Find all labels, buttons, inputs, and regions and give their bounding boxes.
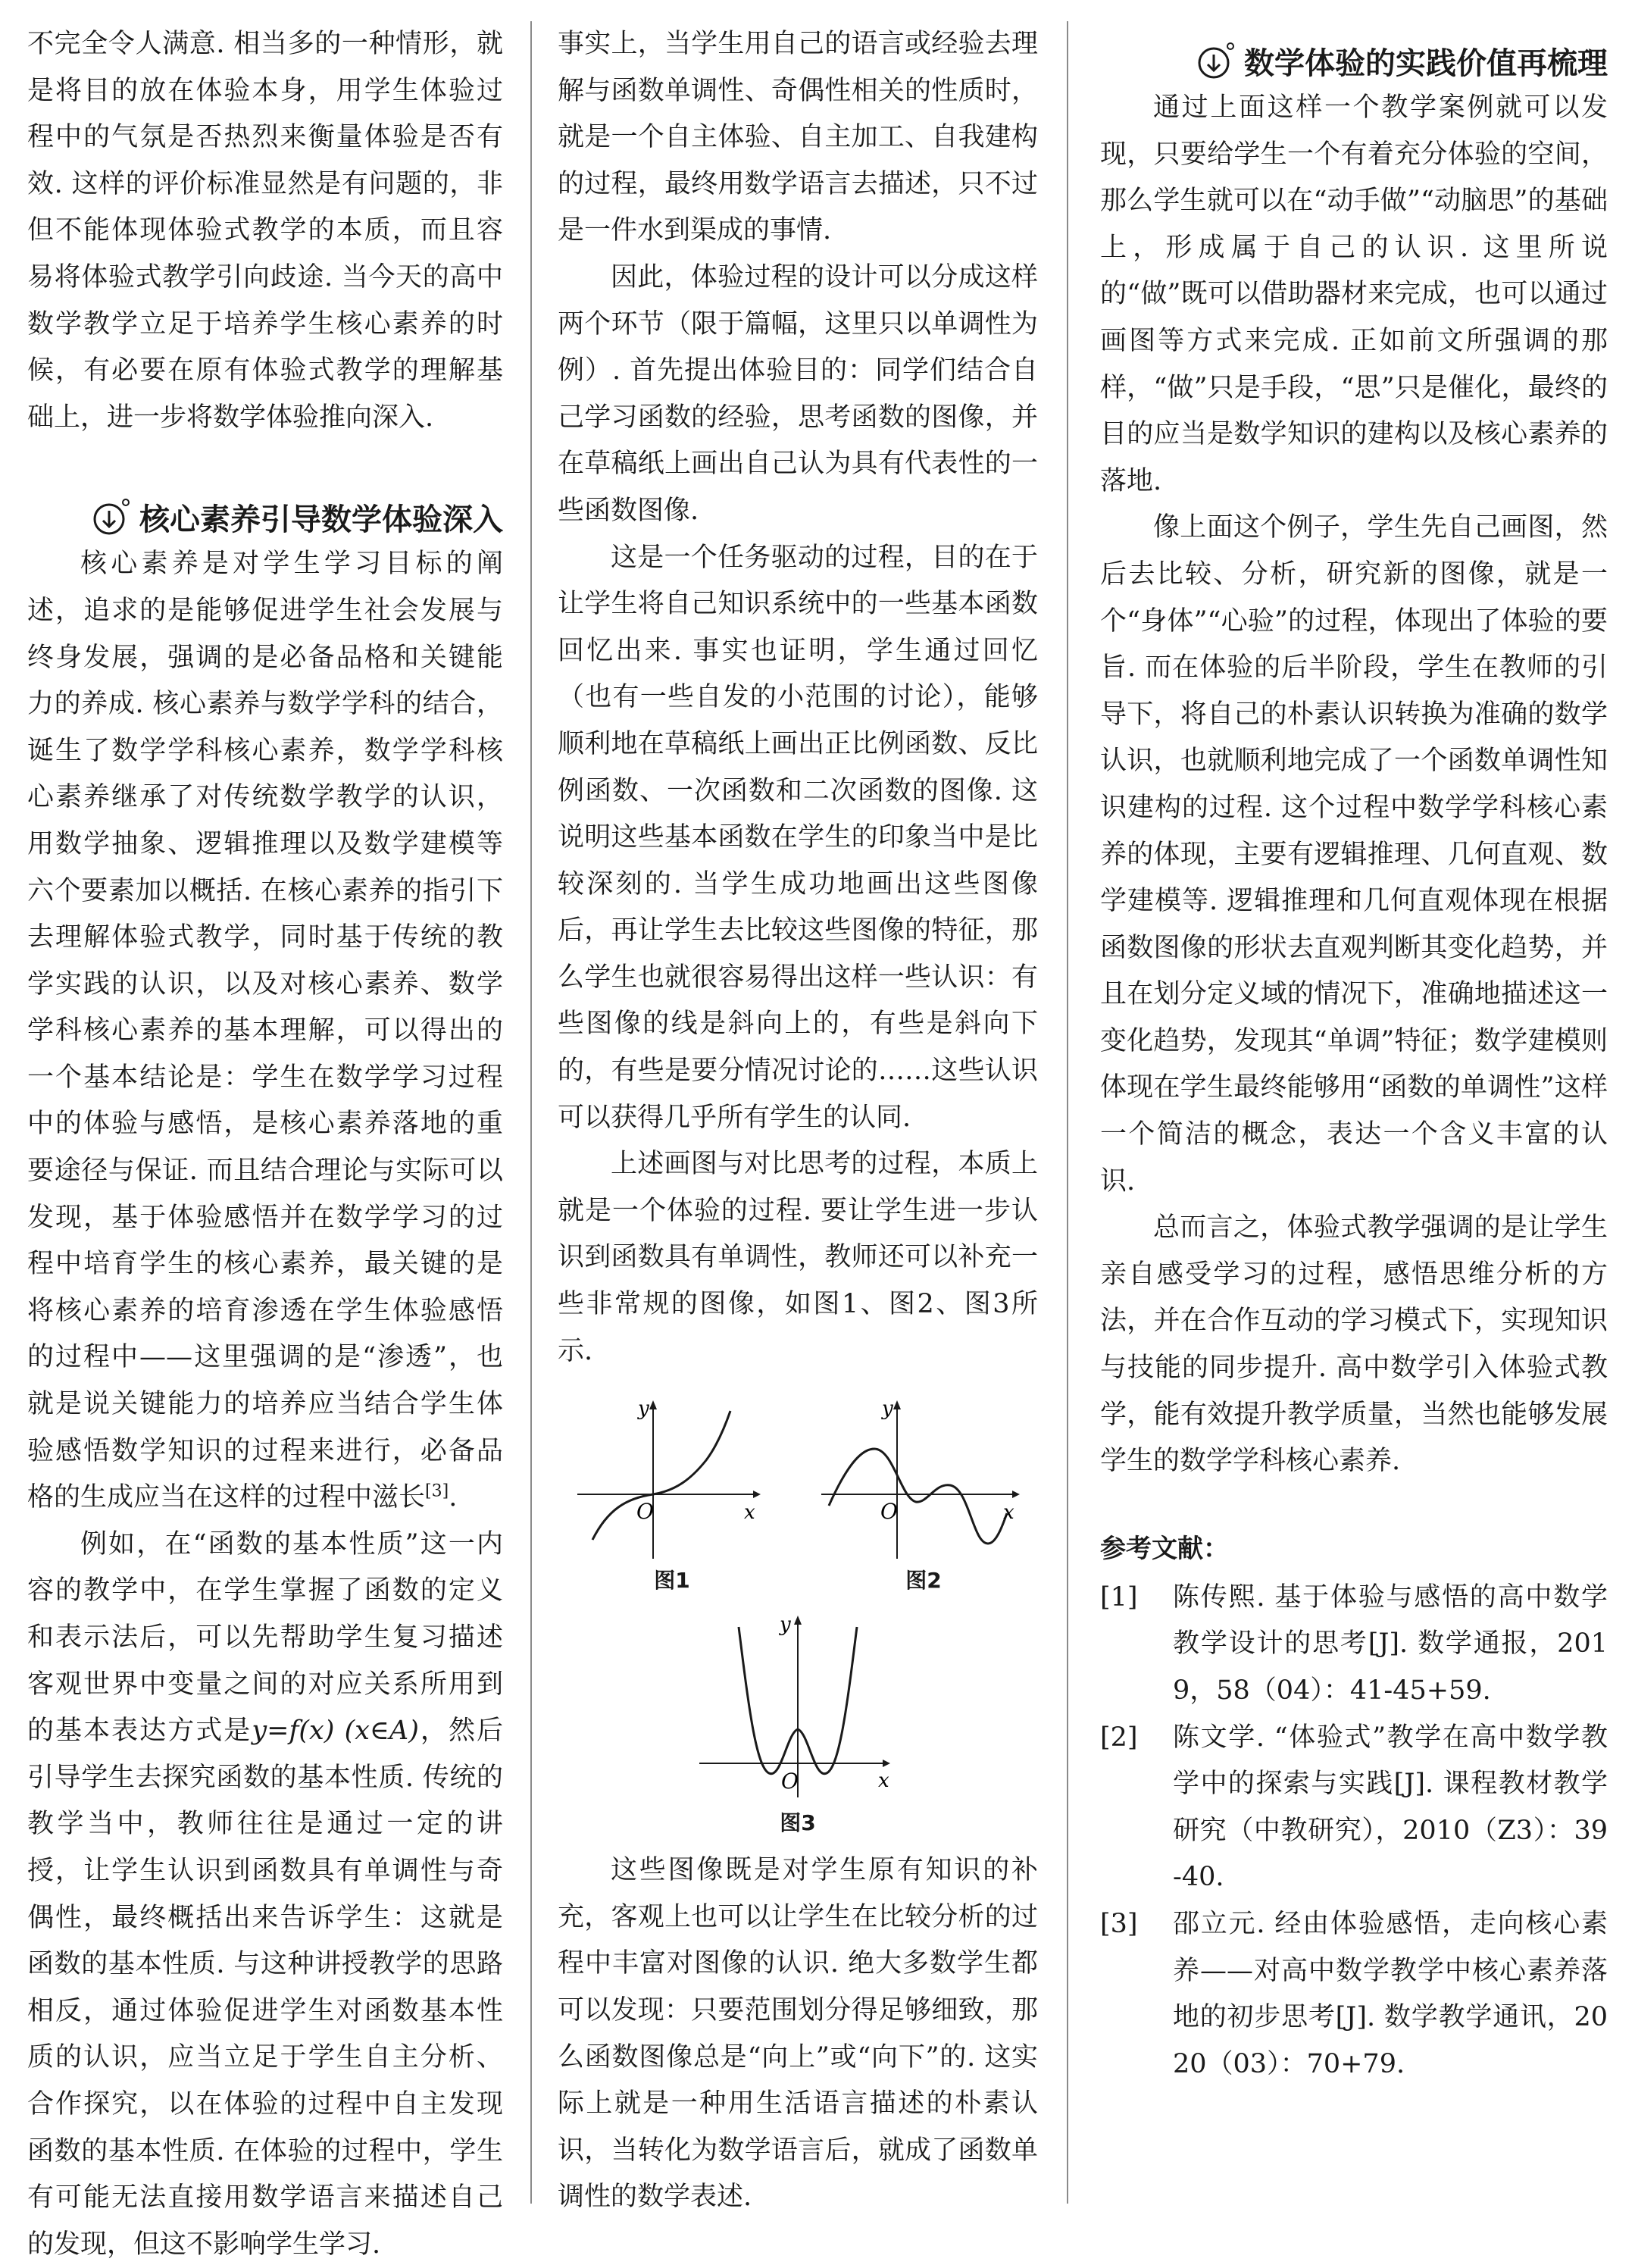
paragraph-continued: 事实上，当学生用自己的语言或经验去理解与函数单调性、奇偶性相关的性质时，就是一个自主体验、自主加工、自我建构的过程，最终用数学语言去描述，只不过是一件水到渠成的事情. [558, 29, 1038, 246]
paragraph-conclusion: 总而言之，体验式教学强调的是让学生亲自感受学习的过程，感悟思维分析的方法，并在合作互动的学习模式下，实现知识与技能的同步提升. 高中数学引入体验式教学，能有效提升教学质量，当然也能够发展学生的数学学科核心素养. [1100, 1212, 1608, 1477]
figure-3-graph [684, 1608, 911, 1805]
figure-1-caption: 图1 [654, 1568, 690, 1594]
reference-number: [3] [1100, 1908, 1138, 1939]
reference-item [1100, 1901, 1608, 2088]
circle-down-arrow-icon [1197, 42, 1235, 80]
figure-row [558, 1388, 1038, 1594]
y-axis-label: y [638, 1397, 649, 1421]
paragraph-figures-intro: 上述画图与对比思考的过程，本质上就是一个体验的过程. 要让学生进一步认识到函数具有单调性，教师还可以补充一些非常规的图像，如图1、图2、图3所示. [558, 1149, 1038, 1366]
paragraph-task-driven: 这是一个任务驱动的过程，目的在于让学生将自己知识系统中的一些基本函数回忆出来. 事实也证明，学生通过回忆（也有一些自发的小范围的讨论），能够顺利地在草稿纸上画出正比例函数、反比例函数、一次函数和二次函数的图像. 这说明这些基本函数在学生的印象当中是比较深刻的. 当学生成功地画出这些图像后，再让学生去比较这些图像的特征，那么学生也就很容易得出这样一些认识：有些图像的线是斜向上的，有些是斜向下的，有些是要分情况讨论的……这些认识可以获得几乎所有学生的认同. [558, 542, 1038, 1133]
reference-text: 陈文学. “体验式”教学在高中数学教学中的探索与实践[J]. 课程教材教学研究（中教研究），2010（Z3）：39-40. [1173, 1722, 1608, 1893]
figure-3-caption: 图3 [780, 1810, 816, 1836]
figure-1-graph [562, 1388, 782, 1563]
paragraph-text: 例如，在“函数的基本性质”这一内容的教学中，在学生掌握了函数的定义和表示法后，可以先帮助学生复习描述客观世界中变量之间的对应关系所用到的基本表达方式是 [27, 1528, 503, 1747]
section-heading-core-literacy [27, 493, 503, 541]
paragraph-example [27, 1522, 503, 2268]
x-axis-label: x [1003, 1501, 1014, 1525]
references-title: 参考文献： [1100, 1533, 1229, 1564]
column-3 [1100, 21, 1608, 2088]
citation-marker: [3] [425, 1481, 449, 1501]
reference-number: [1] [1100, 1581, 1138, 1613]
circle-down-arrow-icon [92, 498, 130, 536]
reference-text: 邵立元. 经由体验感悟，走向核心素养——对高中数学教学中核心素养落地的初步思考[J]. 数学教学通讯，2020（03）：70+79. [1173, 1908, 1608, 2079]
x-axis-label: x [878, 1769, 889, 1793]
figure-2-graph [814, 1388, 1033, 1563]
figure-2 [814, 1388, 1033, 1594]
formula: y=f(x) (x∈A) [252, 1716, 419, 1747]
paragraph-end: . [449, 1482, 458, 1513]
reference-item [1100, 1715, 1608, 1901]
figure-1 [562, 1388, 782, 1594]
reference-text: 陈传熙. 基于体验与感悟的高中数学教学设计的思考[J]. 数学通报，2019，58（04）：41-45+59. [1173, 1581, 1608, 1706]
paragraph-design: 因此，体验过程的设计可以分成这样两个环节（限于篇幅，这里只以单调性为例）. 首先提出体验目的：同学们结合自己学习函数的经验，思考函数的图像，并在草稿纸上画出自己认为具有代表性的一些函数图像. [558, 261, 1038, 526]
section-heading-practice-value [1100, 36, 1608, 85]
x-axis-label: x [744, 1501, 755, 1525]
section-heading-text: 数学体验的实践价值再梳理 [1244, 45, 1608, 81]
reference-item [1100, 1575, 1608, 1715]
reference-number: [2] [1100, 1722, 1138, 1753]
paragraph-practice: 通过上面这样一个教学案例就可以发现，只要给学生一个有着充分体验的空间，那么学生就可以在“动手做”“动脑思”的基础上，形成属于自己的认识. 这里所说的“做”既可以借助器材来完成，也可以通过画图等方式来完成. 正如前文所强调的那样，“做”只是手段，“思”只是催化，最终的目的应当是数学知识的建构以及核心素养的落地. [1100, 92, 1608, 496]
column-2 [558, 21, 1038, 2221]
paragraph-text: ，然后引导学生去探究函数的基本性质. 传统的教学当中，教师往往是通过一定的讲授，让学生认识到函数具有单调性与奇偶性，最终概括出来告诉学生：这就是函数的基本性质. 与这种讲授教学的思路相反，通过体验促进学生对函数基本性质的认识，应当立足于学生自主分析、合作探究，以在体验的过程中自主发现函数的基本性质. 在体验的过程中，学生有可能无法直接用数学语言来描述自己的发现，但这不影响学生学习. [27, 1716, 503, 2260]
paragraph-example-analysis: 像上面这个例子，学生先自己画图，然后去比较、分析，研究新的图像，就是一个“身体”“心验”的过程，体现出了体验的要旨. 而在体验的后半阶段，学生在教师的引导下，将自己的朴素认识转换为准确的数学认识，也就顺利地完成了一个函数单调性知识建构的过程. 这个过程中数学学科核心素养的体现，主要有逻辑推理、几何直观、数学建模等. 逻辑推理和几何直观体现在根据函数图像的形状去直观判断其变化趋势，并且在划分定义域的情况下，准确地描述这一变化趋势，发现其“单调”特征；数学建模则体现在学生最终能够用“函数的单调性”这样一个简洁的概念，表达一个含义丰富的认识. [1100, 512, 1608, 1197]
paragraph-core-literacy [27, 541, 503, 1521]
origin-label: O [781, 1769, 799, 1794]
column-1 [27, 21, 503, 2268]
y-axis-label: y [780, 1613, 791, 1637]
section-heading-text: 核心素养引导数学体验深入 [139, 502, 503, 537]
paragraph-continued: 不完全令人满意. 相当多的一种情形，就是将目的放在体验本身，用学生体验过程中的气氛是否热烈来衡量体验是否有效. 这样的评价标准显然是有问题的，非但不能体现体验式教学的本质，而且容易将体验式教学引向歧途. 当今天的高中数学教学立足于培养学生核心素养的时候，有必要在原有体验式教学的理解基础上，进一步将数学体验推向深入. [27, 29, 503, 433]
origin-label: O [636, 1499, 654, 1525]
column-divider-left [530, 21, 532, 2204]
figure-3 [558, 1608, 1038, 1837]
column-divider-right [1067, 21, 1068, 2204]
y-axis-label: y [882, 1397, 893, 1421]
paragraph-figures-discussion: 这些图像既是对学生原有知识的补充，客观上也可以让学生在比较分析的过程中丰富对图像的认识. 绝大多数学生都可以发现：只要范围划分得足够细致，那么函数图像总是“向上”或“向下”的. 这实际上就是一种用生活语言描述的朴素认识，当转化为数学语言后，就成了函数单调性的数学表述. [558, 1855, 1038, 2213]
origin-label: O [880, 1499, 898, 1525]
figure-2-caption: 图2 [905, 1568, 942, 1594]
paragraph-text: 核心素养是对学生学习目标的阐述，追求的是能够促进学生社会发展与终身发展，强调的是必备品格和关键能力的养成. 核心素养与数学学科的结合，诞生了数学学科核心素养，数学学科核心素养继承了对传统数学教学的认识，用数学抽象、逻辑推理以及数学建模等六个要素加以概括. 在核心素养的指引下去理解体验式教学，同时基于传统的教学实践的认识，以及对核心素养、数学学科核心素养的基本理解，可以得出的一个基本结论是：学生在数学学习过程中的体验与感悟，是核心素养落地的重要途径与保证. 而且结合理论与实际可以发现，基于体验感悟并在数学学习的过程中培育学生的核心素养，最关键的是将核心素养的培育渗透在学生体验感悟的过程中——这里强调的是“渗透”，也就是说关键能力的培养应当结合学生体验感悟数学知识的过程来进行，必备品格的生成应当在这样的过程中滋长 [27, 549, 503, 1513]
